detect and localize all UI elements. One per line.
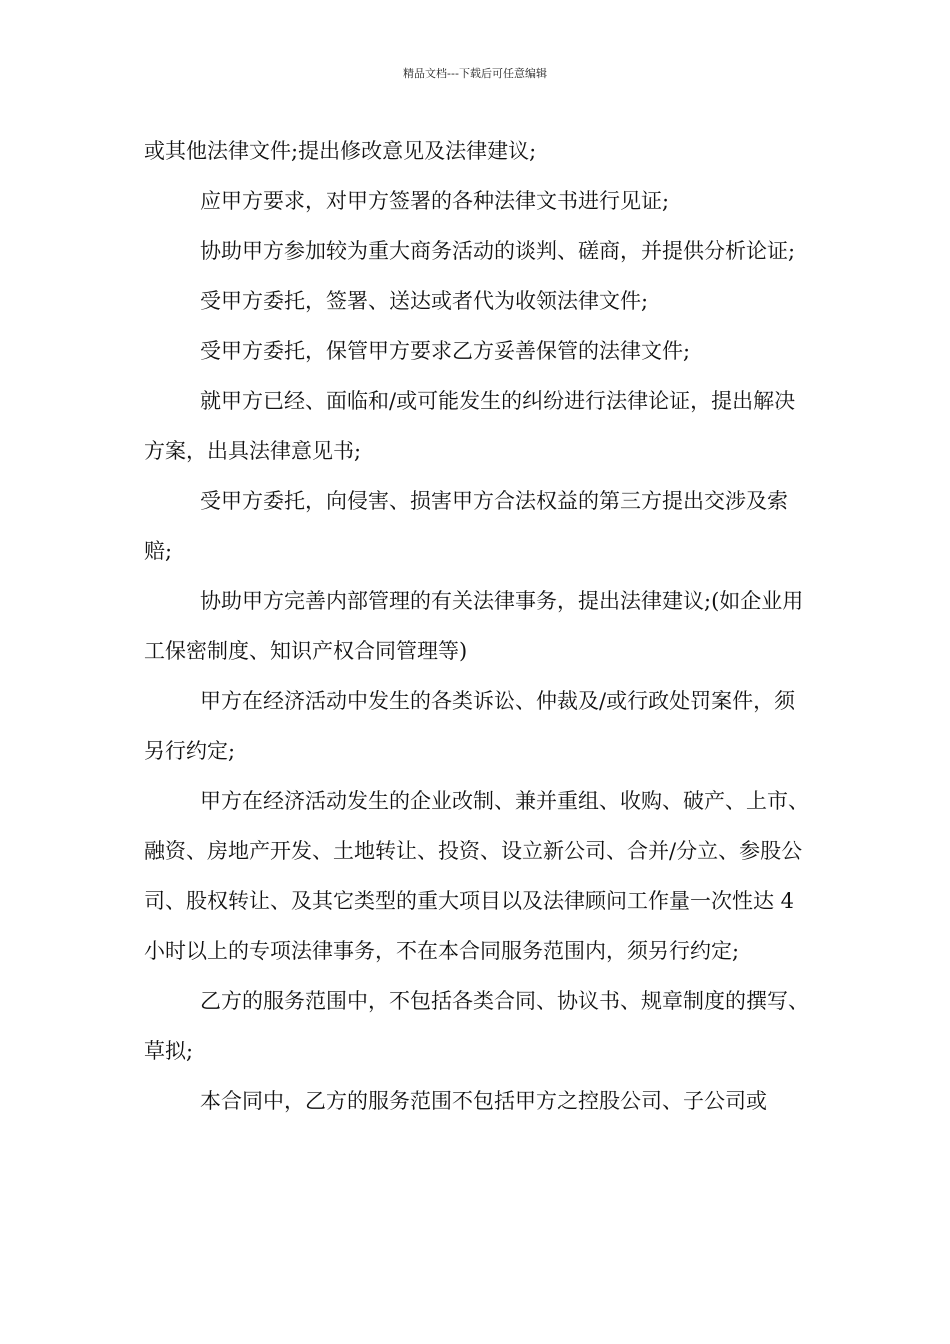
paragraph: 应甲方要求，对甲方签署的各种法律文书进行见证; — [200, 189, 670, 213]
page-header: 精品文档---下载后可任意编辑 — [403, 67, 547, 80]
paragraph: 受甲方委托，保管甲方要求乙方妥善保管的法律文件; — [200, 339, 691, 363]
paragraph: 受甲方委托，签署、送达或者代为收领法律文件; — [200, 289, 649, 313]
paragraph: 甲方在经济活动中发生的各类诉讼、仲裁及/或行政处罚案件，须另行约定; — [144, 689, 796, 763]
paragraph: 或其他法律文件;提出修改意见及法律建议; — [144, 139, 537, 163]
paragraph: 受甲方委托，向侵害、损害甲方合法权益的第三方提出交涉及索赔; — [144, 489, 788, 563]
paragraph: 乙方的服务范围中，不包括各类合同、协议书、规章制度的撰写、草拟; — [144, 989, 809, 1063]
paragraph: 协助甲方完善内部管理的有关法律事务，提出法律建议;(如企业用工保密制度、知识产权合同管理等) — [144, 589, 804, 663]
paragraph: 协助甲方参加较为重大商务活动的谈判、磋商，并提供分析论证; — [200, 239, 796, 263]
paragraph: 甲方在经济活动发生的企业改制、兼并重组、收购、破产、上市、融资、房地产开发、土地转让、投资、设立新公司、合并/分立、参股公司、股权转让、及其它类型的重大项目以及法律顾问工作量一次性达 4 小时以上的专项法律事务，不在本合同服务范围内，须另行约定; — [144, 789, 809, 963]
document-body — [144, 126, 814, 1126]
paragraph: 本合同中，乙方的服务范围不包括甲方之控股公司、子公司或 — [200, 1089, 767, 1113]
paragraph: 就甲方已经、面临和/或可能发生的纠纷进行法律论证，提出解决方案，出具法律意见书; — [144, 389, 796, 463]
